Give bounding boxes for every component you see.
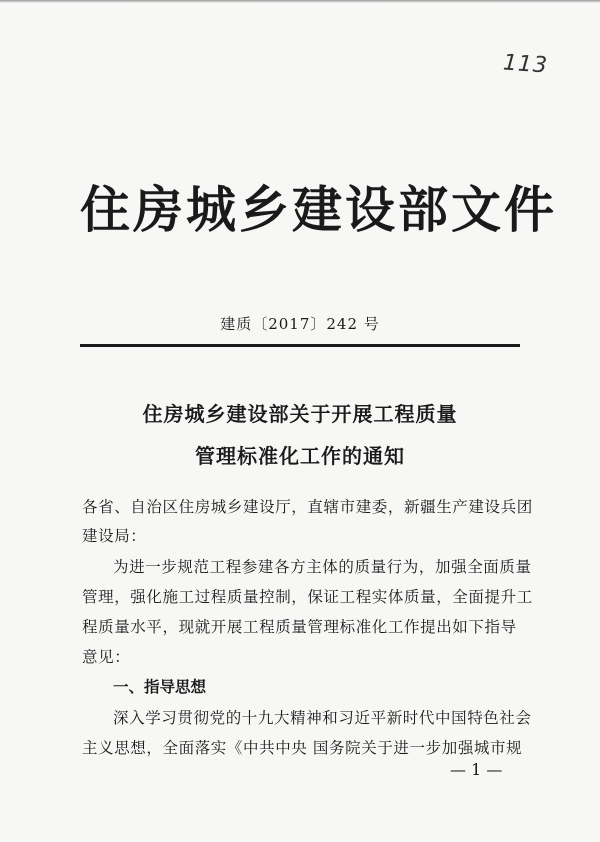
addressee-line-2: 建设局： xyxy=(82,527,147,545)
scan-top-edge xyxy=(0,0,600,3)
intro-line-2: 管理，强化施工过程质量控制，保证工程实体质量，全面提升工 xyxy=(82,588,533,606)
page-number: — 1 — xyxy=(450,760,503,779)
notice-title-line-2: 管理标准化工作的通知 xyxy=(195,444,405,468)
header-divider xyxy=(80,344,520,347)
section1-line-2: 主义思想，全面落实《中共中央 国务院关于进一步加强城市规 xyxy=(82,739,523,757)
intro-line-1: 为进一步规范工程参建各方主体的质量行为，加强全面质量 xyxy=(113,558,532,576)
document-header-title: 住房城乡建设部文件 xyxy=(80,180,557,239)
section1-line-1: 深入学习贯彻党的十九大精神和习近平新时代中国特色社会 xyxy=(113,709,532,727)
document-number: 建质〔2017〕242 号 xyxy=(220,315,380,333)
intro-line-3: 程质量水平，现就开展工程质量管理标准化工作提出如下指导 xyxy=(82,618,517,636)
addressee-line-1: 各省、自治区住房城乡建设厅，直辖市建委，新疆生产建设兵团 xyxy=(82,498,533,516)
handwritten-page-annotation: 113 xyxy=(502,50,549,79)
notice-title-line-1: 住房城乡建设部关于开展工程质量 xyxy=(142,402,458,426)
intro-line-4: 意见： xyxy=(82,648,131,666)
section-heading-guiding-principles: 一、指导思想 xyxy=(113,678,207,696)
